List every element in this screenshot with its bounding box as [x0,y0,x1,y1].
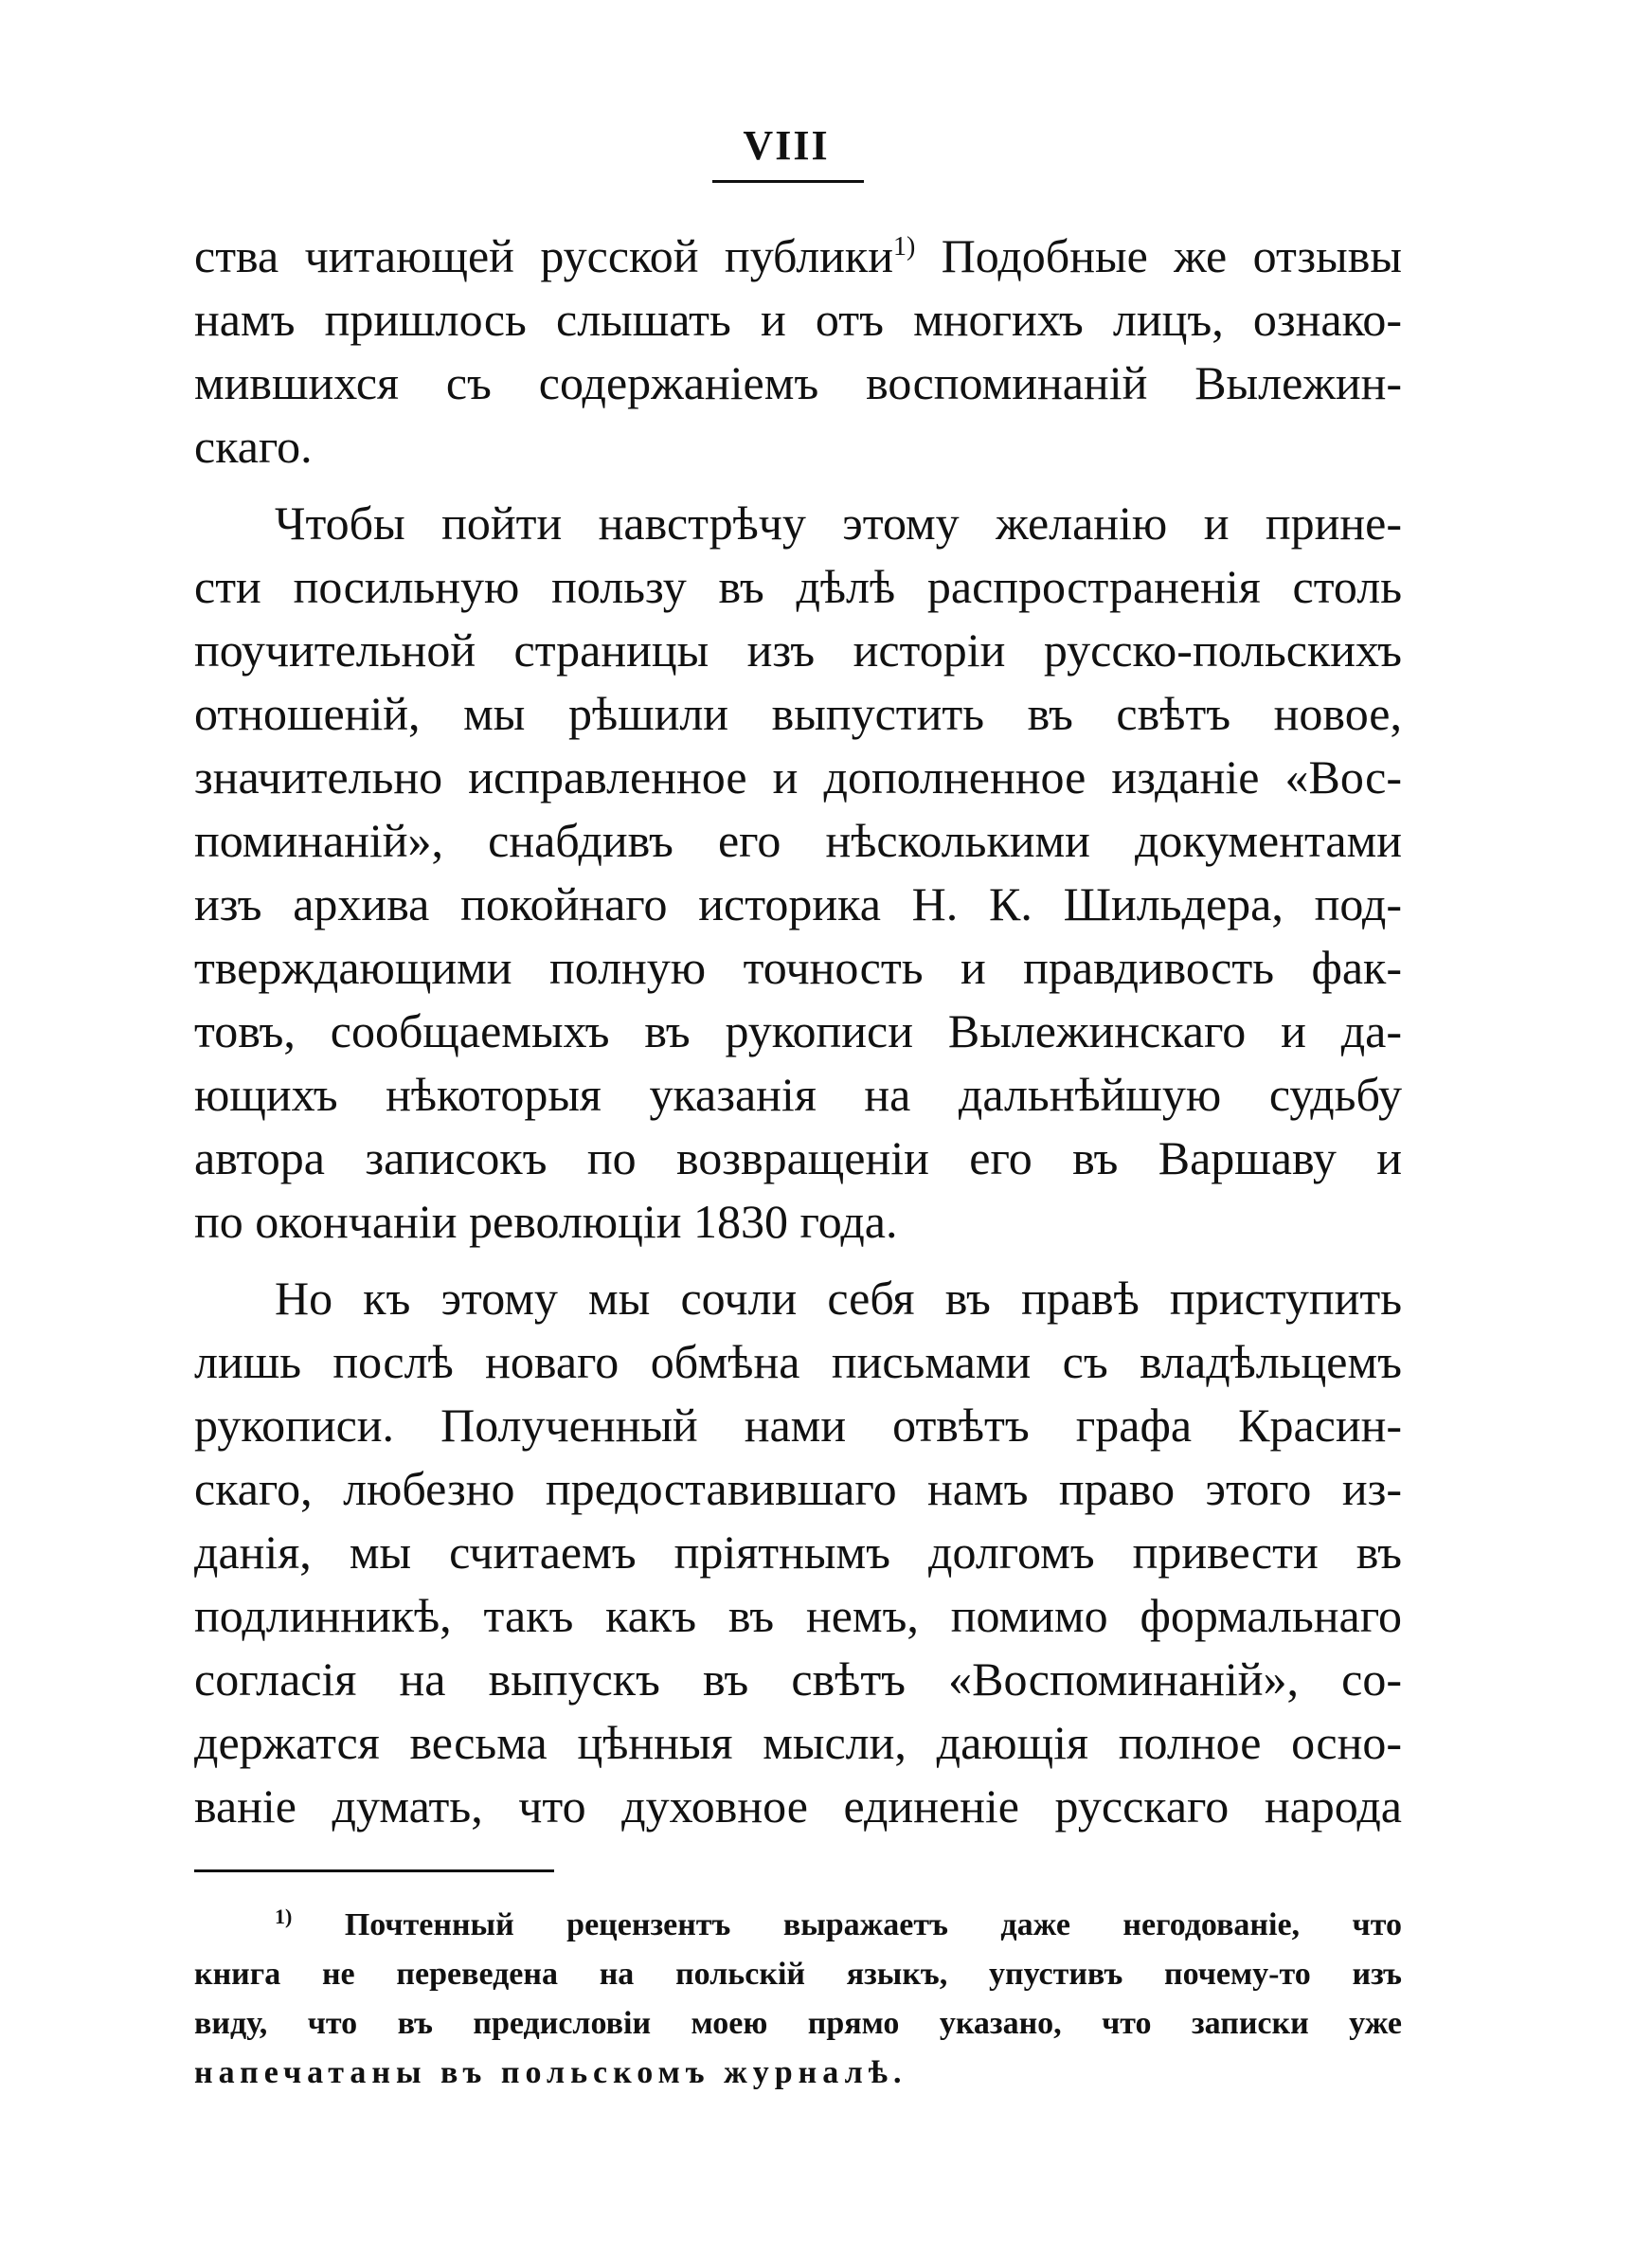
body-line: намъ пришлось слышать и отъ многихъ лицъ, ознако- [194,293,1402,346]
footnote-reference: 1) [892,232,916,262]
body-line: Чтобы пойти навстрѣчу этому желанію и прине- [275,497,1402,550]
body-line: данія, мы считаемъ пріятнымъ долгомъ привести въ [194,1526,1402,1579]
footnote-line [275,1905,1402,1946]
footnote-text: Почтенный рецензентъ выражаетъ даже негодованіе, что [292,1907,1402,1942]
footnote-line: виду, что въ предисловіи моею прямо указано, что записки уже [194,2006,1402,2041]
body-line: значительно исправленное и дополненное изданіе «Вос- [194,750,1402,803]
body-line: ющихъ нѣкоторыя указанія на дальнѣйшую судьбу [194,1068,1402,1121]
body-line: тверждающими полную точность и правдивость фак- [194,941,1402,994]
body-line: рукописи. Полученный нами отвѣтъ графа Красин- [194,1399,1402,1452]
footnote-line: книга не переведена на польскій языкъ, упустивъ почему-то изъ [194,1957,1402,1992]
body-line: по окончаніи революціи 1830 года. [194,1195,898,1248]
body-line: Но къ этому мы сочли себя въ правѣ приступить [275,1272,1402,1325]
body-line: автора записокъ по возвращеніи его въ Варшаву и [194,1131,1402,1184]
body-line: подлинникѣ, такъ какъ въ немъ, помимо формальнаго [194,1589,1402,1642]
body-line: отношеній, мы рѣшили выпустить въ свѣтъ новое, [194,687,1402,740]
body-line: сти посильную пользу въ дѣлѣ распространенія столь [194,560,1402,613]
body-line: лишь послѣ новаго обмѣна письмами съ владѣльцемъ [194,1335,1402,1388]
page-number: VIII [743,122,830,169]
body-line: согласія на выпускъ въ свѣтъ «Воспоминаній», со- [194,1652,1402,1706]
body-line-text: ства читающей русской публики [194,229,893,282]
body-line: держатся весьма цѣнныя мысли, дающія полное осно- [194,1716,1402,1769]
body-line [194,227,1402,284]
header-rule [712,180,864,183]
body-line: поучительной страницы изъ исторіи русско-польскихъ [194,623,1402,677]
body-line: изъ архива покойнаго историка Н. К. Шильдера, под- [194,877,1402,930]
footnote-rule [194,1869,554,1872]
body-line: мившихся съ содержаніемъ воспоминаній Вылежин- [194,356,1402,409]
footnote-line: напечатаны въ польскомъ журналѣ. [194,2055,907,2090]
body-line-text: Подобные же отзывы [915,229,1402,282]
body-line: поминаній», снабдивъ его нѣсколькими документами [194,814,1402,867]
body-line: ваніе думать, что духовное единеніе русскаго народа [194,1779,1402,1833]
body-line: товъ, сообщаемыхъ въ рукописи Вылежинскаго и да- [194,1004,1402,1057]
body-line: скаго, любезно предоставившаго намъ право этого из- [194,1462,1402,1515]
body-line: скаго. [194,420,313,473]
footnote-marker: 1) [275,1905,293,1928]
